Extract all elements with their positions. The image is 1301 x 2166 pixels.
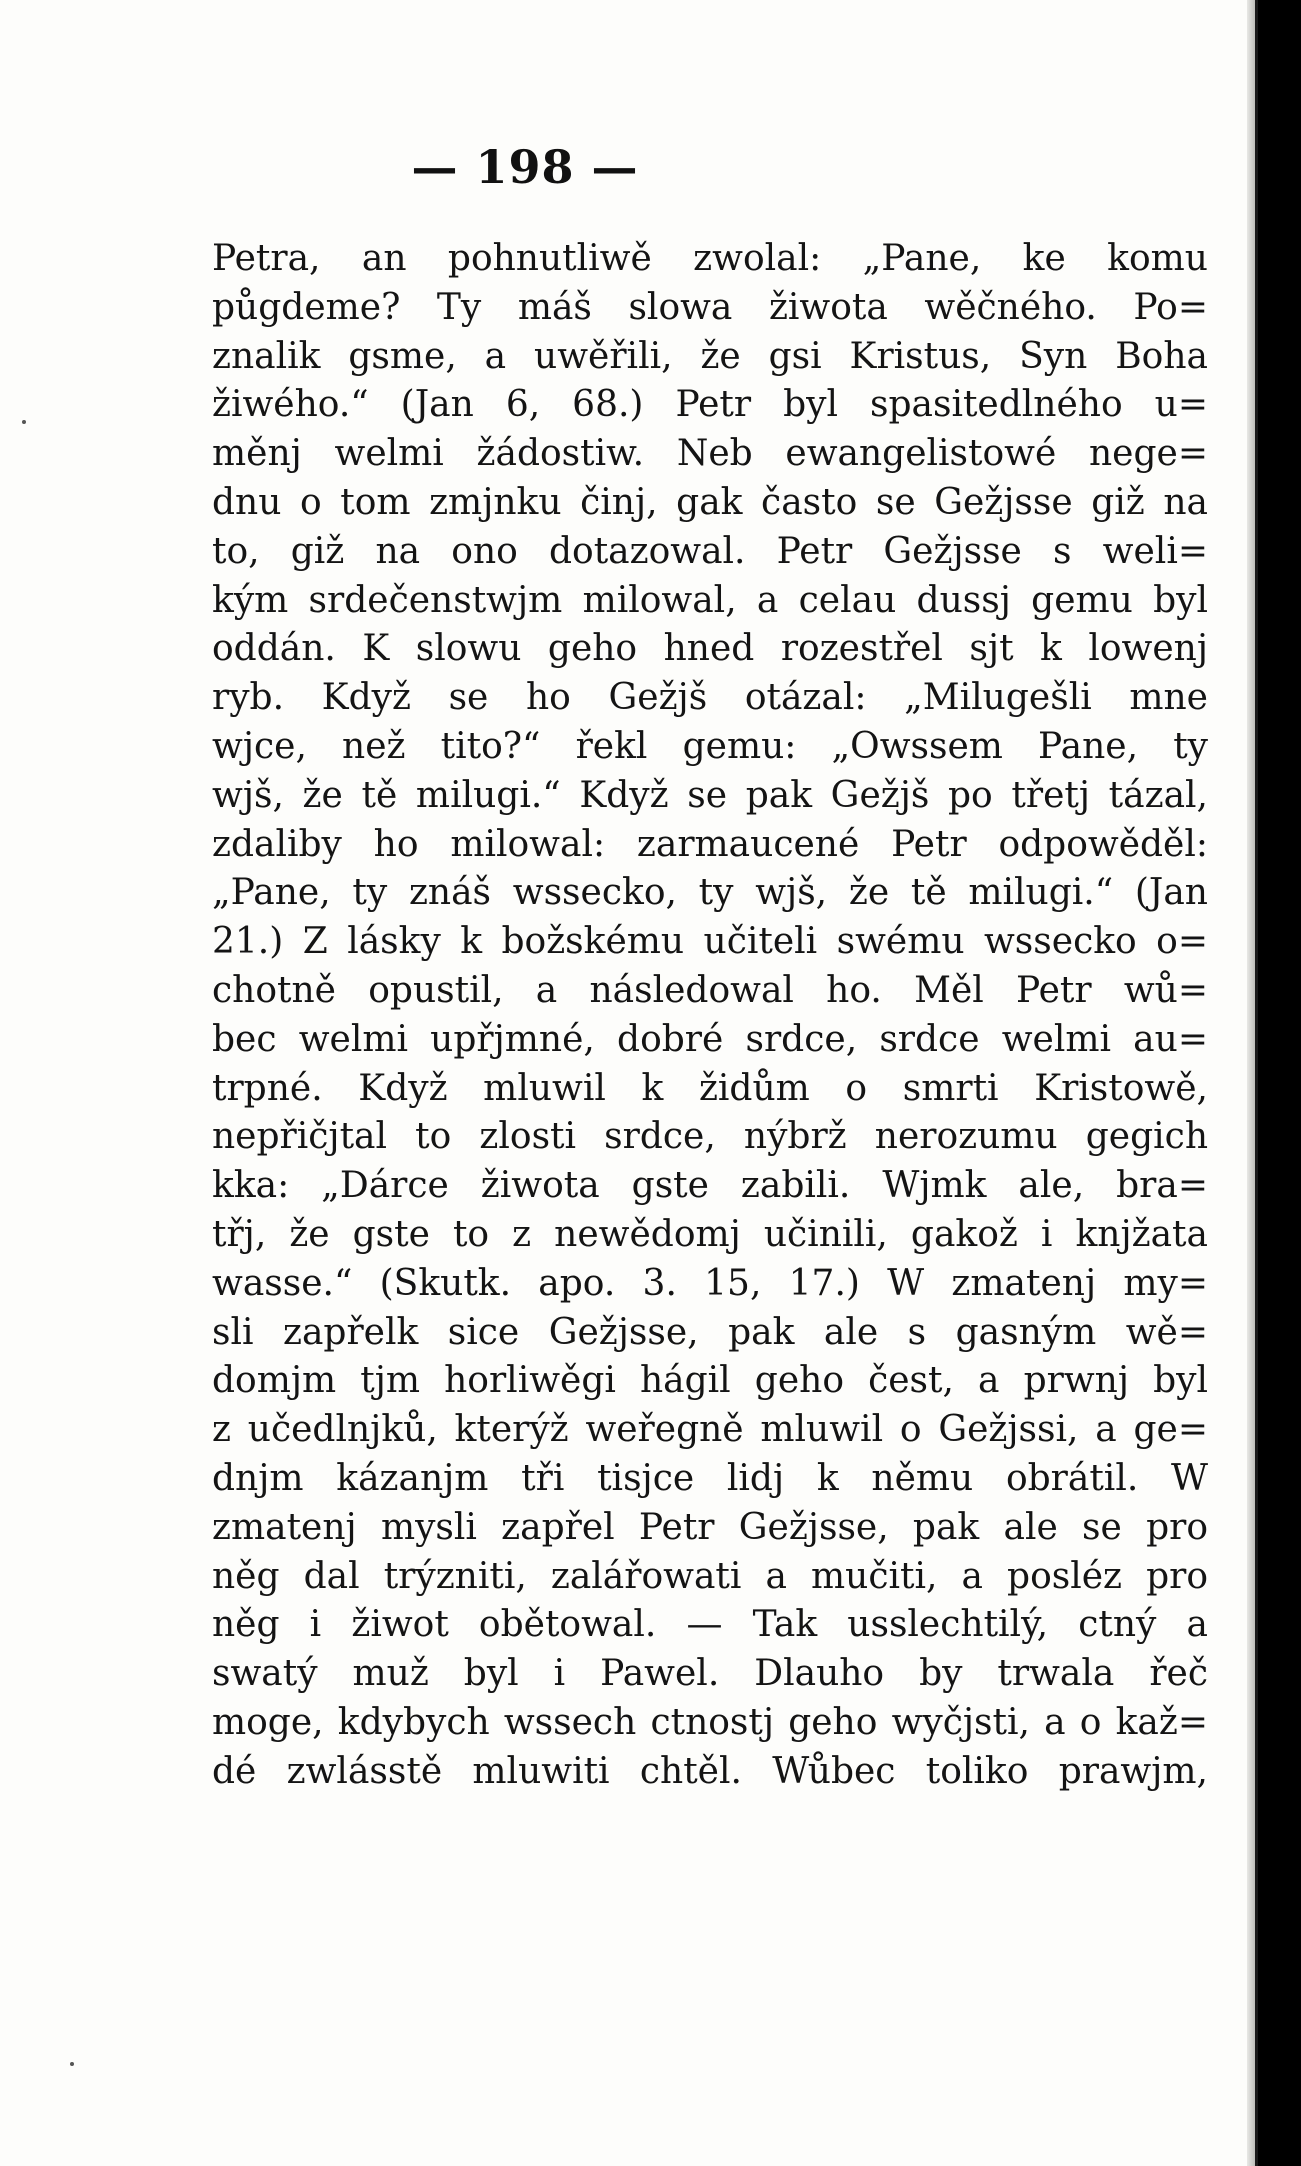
text-line: měnj welmi žádostiw. Neb ewangelistowé nege= — [212, 433, 1208, 475]
text-line: kým srdečenstwjm milowal, a celau dussj gemu byl — [212, 579, 1208, 621]
text-line: sli zapřelk sice Gežjsse, pak ale s gasným wě= — [212, 1311, 1208, 1353]
text-line: trpné. Když mluwil k židům o smrti Kristowě, — [212, 1067, 1208, 1109]
text-line: něg i žiwot obětowal. — Tak usslechtilý, ctný a — [212, 1604, 1208, 1646]
text-line: „Pane, ty znáš wssecko, ty wjš, že tě milugi.“ (Jan — [212, 872, 1208, 914]
text-line: wasse.“ (Skutk. apo. 3. 15, 17.) W zmatenj my= — [212, 1262, 1208, 1304]
text-line: 21.) Z lásky k božskému učiteli swému wssecko o= — [212, 921, 1208, 963]
page-number: — 198 — — [411, 140, 639, 194]
text-line: z učedlnjků, kterýž weřegně mluwil o Gežjssi, a ge= — [212, 1409, 1208, 1451]
text-line: půgdeme? Ty máš slowa žiwota wěčného. Po= — [212, 286, 1208, 328]
text-line: ryb. Když se ho Gežjš otázal: „Milugešli mne — [212, 677, 1208, 719]
text-line: dé zwlásstě mluwiti chtěl. Wůbec toliko prawjm, — [212, 1750, 1208, 1792]
text-line: moge, kdybych wssech ctnostj geho wyčjsti, a o kaž= — [212, 1701, 1208, 1743]
text-line: nepřičjtal to zlosti srdce, nýbrž nerozumu gegich — [212, 1116, 1208, 1158]
body-text — [212, 235, 1208, 1797]
text-line: něg dal trýzniti, zalářowati a mučiti, a posléz pro — [212, 1555, 1208, 1597]
text-line: wjš, že tě milugi.“ Když se pak Gežjš po třetj tázal, — [212, 774, 1208, 816]
text-line: oddán. K slowu geho hned rozestřel sjt k lowenj — [212, 628, 1208, 670]
text-line: to, giž na ono dotazowal. Petr Gežjsse s weli= — [212, 530, 1208, 572]
text-line: dnu o tom zmjnku činj, gak často se Gežjsse giž na — [212, 481, 1208, 523]
text-line: zdaliby ho milowal: zarmaucené Petr odpowěděl: — [212, 823, 1208, 865]
text-line: bec welmi upřjmné, dobré srdce, srdce welmi au= — [212, 1018, 1208, 1060]
paper-speck — [22, 420, 26, 424]
text-line: swatý muž byl i Pawel. Dlauho by trwala řeč — [212, 1653, 1208, 1695]
text-line: Petra, an pohnutliwě zwolal: „Pane, ke komu — [212, 238, 1208, 279]
text-line: wjce, než tito?“ řekl gemu: „Owssem Pane, ty — [212, 725, 1208, 767]
page-edge — [1247, 0, 1255, 2166]
text-line: zmatenj mysli zapřel Petr Gežjsse, pak ale se pro — [212, 1506, 1208, 1548]
text-line: chotně opustil, a následowal ho. Měl Petr wů= — [212, 969, 1208, 1011]
text-line: kka: „Dárce žiwota gste zabili. Wjmk ale, bra= — [212, 1165, 1208, 1207]
text-line: znalik gsme, a uwěřili, že gsi Kristus, Syn Boha — [212, 335, 1208, 377]
text-line: domjm tjm horliwěgi hágil geho čest, a prwnj byl — [212, 1360, 1208, 1402]
text-line: žiwého.“ (Jan 6, 68.) Petr byl spasitedlného u= — [212, 384, 1208, 426]
text-line: třj, že gste to z newědomj učinili, gakož i knjžata — [212, 1213, 1208, 1255]
paper-speck — [70, 2062, 74, 2066]
text-line: dnjm kázanjm tři tisjce lidj k němu obrátil. W — [212, 1457, 1208, 1499]
